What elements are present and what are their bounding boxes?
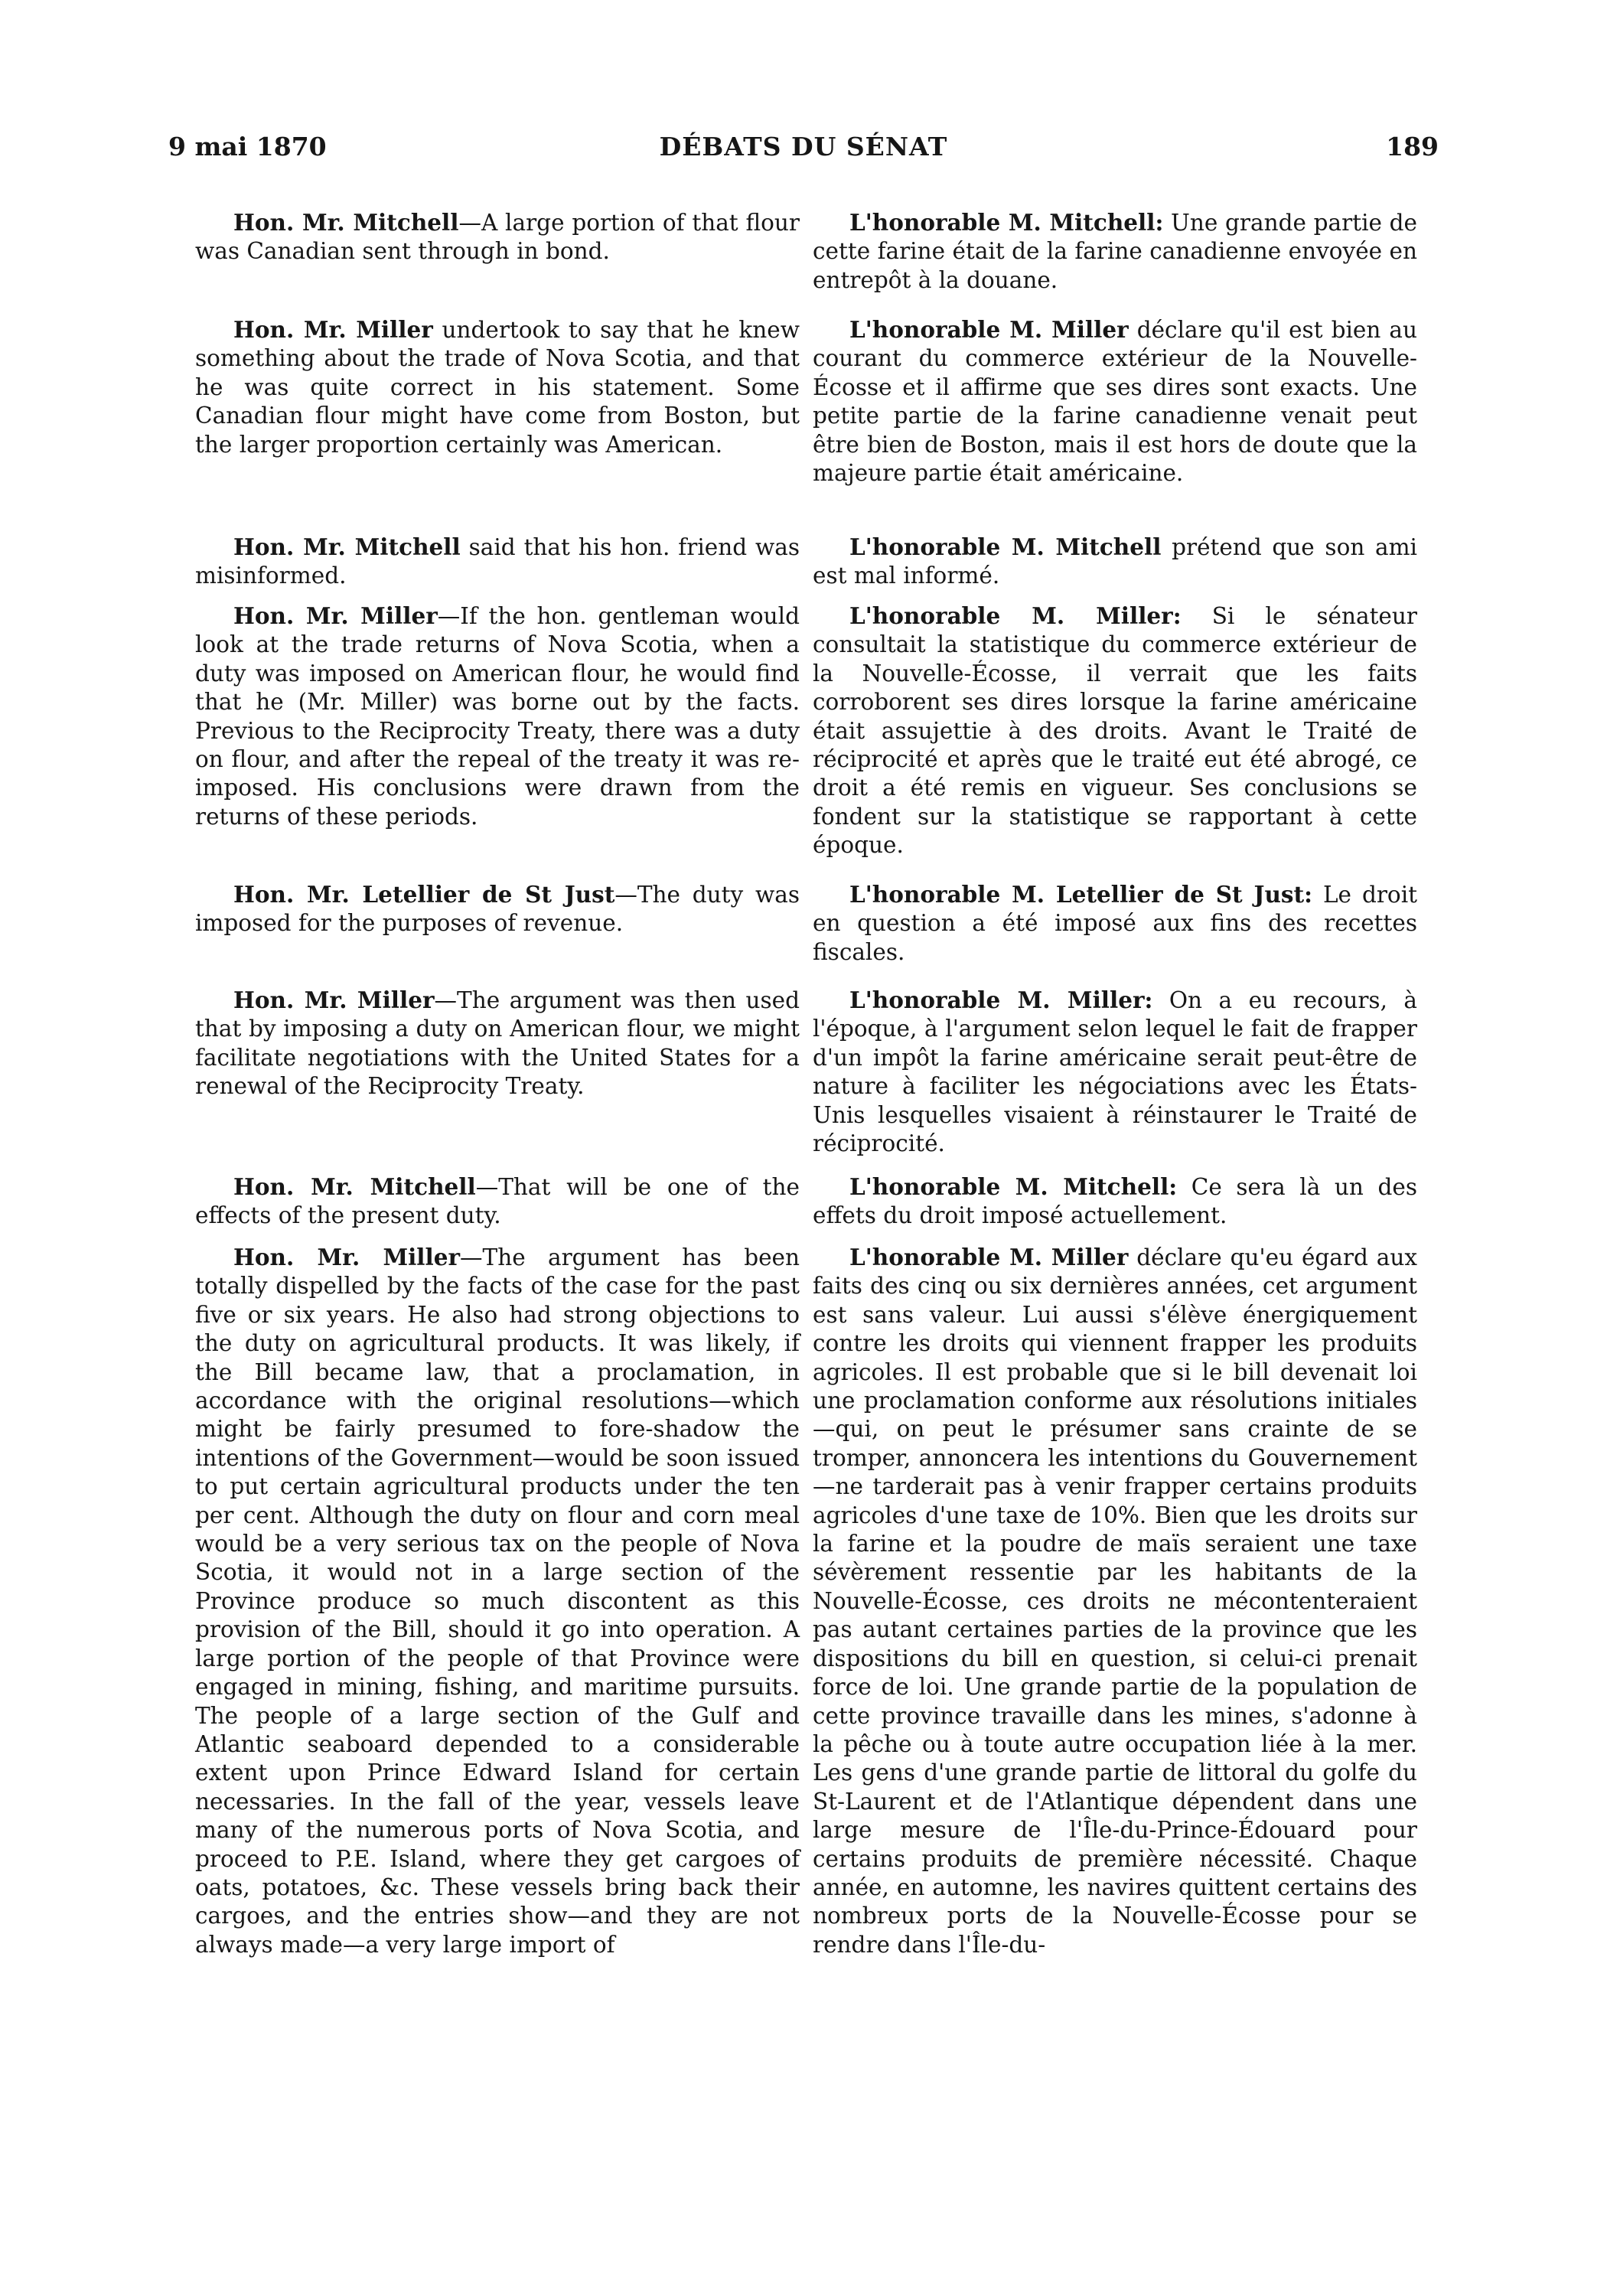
paragraph: [195, 986, 800, 1101]
speaker-name: Hon. Mr. Mitchell: [233, 1173, 476, 1200]
paragraph: [813, 602, 1417, 860]
paragraph-text: —The argument has been totally dispelled by the facts of the case for the past five or six years. He also had strong objections to the duty on agricultural products. It was likely, if the Bill became law, that a proclamation, in accordance with the original resolutions—which might be fairly presumed to fore-shadow the intentions of the Government—would be soon issued to put certain agricultural products under the ten per cent. Although the duty on flour and corn meal would be a very serious tax on the people of Nova Scotia, it would not in a large section of the Province produce so much discontent as this provision of the Bill, should it go into operation. A large portion of the people of that Province were engaged in mining, fishing, and maritime pursuits. The people of a large section of the Gulf and Atlantic seaboard depended to a considerable extent upon Prince Edward Island for certain necessaries. In the fall of the year, vessels leave many of the numerous ports of Nova Scotia, and proceed to P.E. Island, where they get cargoes of oats, potatoes, &c. These vessels bring back their cargoes, and the entries show—and they are not always made—a very large import of: [195, 1244, 800, 1958]
paragraph-text: Le droit en question a été imposé aux fins des recettes fiscales.: [813, 882, 1417, 965]
paragraph: [195, 880, 800, 938]
paragraph-text: —That will be one of the effects of the present duty.: [195, 1174, 800, 1229]
speaker-name: L'honorable M. Mitchell:: [849, 209, 1164, 236]
speaker-name: L'honorable M. Mitchell: [849, 533, 1162, 560]
paragraph: [195, 1243, 800, 1959]
paragraph-text: prétend que son ami est mal informé.: [813, 534, 1417, 589]
speaker-name: Hon. Mr. Mitchell: [233, 533, 461, 560]
paragraph: [195, 208, 800, 266]
paragraph-text: —If the hon. gentleman would look at the trade returns of Nova Scotia, when a duty was imposed on American flour, he would find that he (Mr. Miller) was borne out by the facts. Previous to the Reciprocity Treaty, there was a duty on flour, and after the repeal of the treaty it was re-imposed. His conclusions were drawn from the returns of these periods.: [195, 603, 800, 830]
header-title: DÉBATS DU SÉNAT: [659, 132, 948, 161]
paragraph-text: déclare qu'il est bien au courant du commerce extérieur de la Nouvelle-Écosse et il affirme que ses dires sont exacts. Une petite partie de la farine canadienne venait peut être bien de Boston, mais il est hors de doute que la majeure partie était américaine.: [813, 317, 1417, 487]
speaker-name: L'honorable M. Miller: [849, 1244, 1129, 1270]
paragraph-text: On a eu recours, à l'époque, à l'argument selon lequel le fait de frapper d'un impôt la farine américaine serait peut-être de nature à faciliter les négociations avec les États-Unis lesquelles visaient à réinstaurer le Traité de réciprocité.: [813, 987, 1417, 1157]
paragraph: [195, 1172, 800, 1231]
paragraph: [813, 986, 1417, 1158]
paragraph: [195, 602, 800, 831]
paragraph-text: Une grande partie de cette farine était de la farine canadienne envoyée en entrepôt à la douane.: [813, 210, 1417, 293]
paragraph: [813, 880, 1417, 967]
paragraph: [195, 533, 800, 591]
running-head: [168, 132, 1439, 170]
paragraph: [813, 315, 1417, 488]
speaker-name: L'honorable M. Miller:: [849, 987, 1153, 1013]
speaker-name: L'honorable M. Mitchell:: [849, 1173, 1178, 1200]
paragraph-text: —The duty was imposed for the purposes of revenue.: [195, 882, 800, 937]
speaker-name: Hon. Mr. Miller: [233, 316, 433, 343]
speaker-name: L'honorable M. Letellier de St Just:: [849, 881, 1313, 908]
paragraph-text: —The argument was then used that by imposing a duty on American flour, we might facilitate negotiations with the United States for a renewal of the Reciprocity Treaty.: [195, 987, 800, 1100]
paragraph: [813, 533, 1417, 591]
speaker-name: Hon. Mr. Letellier de St Just: [233, 881, 615, 908]
paragraph-text: déclare qu'eu égard aux faits des cinq ou six dernières années, cet argument est sans valeur. Lui aussi s'élève énergiquement contre les droits qui viennent frapper les produits agricoles. Il est probable que si le bill devenait loi une proclamation conforme aux résolutions initiales—qui, on peut le présumer sans crainte de se tromper, annoncera les intentions du Gouvernement—ne tarderait pas à venir frapper certains produits agricoles d'une taxe de 10%. Bien que les droits sur la farine et la poudre de maïs seraient une taxe sévèrement ressentie par les habitants de la Nouvelle-Écosse, ces droits ne mécontenteraient pas autant certaines parties de la province que les dispositions du bill en question, si celui-ci prenait force de loi. Une grande partie de la population de cette province travaille dans les mines, s'adonne à la pêche ou à toute autre occupation liée à la mer. Les gens d'une grande partie de littoral du golfe du St-Laurent et de l'Atlantique dépendent dans une large mesure de l'Île-du-Prince-Édouard pour certains produits de première nécessité. Chaque année, en automne, les navires quittent certains des nombreux ports de la Nouvelle-Écosse pour se rendre dans l'Île-du-: [813, 1244, 1417, 1958]
paragraph: [813, 208, 1417, 295]
header-date: 9 mai 1870: [168, 132, 327, 161]
speaker-name: Hon. Mr. Miller: [233, 602, 438, 629]
paragraph: [813, 1243, 1417, 1959]
speaker-name: L'honorable M. Miller: [849, 316, 1129, 343]
paragraph-text: —A large portion of that flour was Canadian sent through in bond.: [195, 210, 800, 265]
page-number: 189: [1386, 132, 1439, 161]
paragraph-text: undertook to say that he knew something about the trade of Nova Scotia, and that he was quite correct in his statement. Some Canadian flour might have come from Boston, but the larger proportion certainly was American.: [195, 317, 800, 458]
paragraph-text: said that his hon. friend was misinformed.: [195, 534, 800, 589]
paragraph-text: Si le sénateur consultait la statistique du commerce extérieur de la Nouvelle-Écosse, il verrait que les faits corroborent ses dires lorsque la farine américaine était assujettie à des droits. Avant le Traité de réciprocité et après que le traité eut été abrogé, ce droit a été remis en vigueur. Ses conclusions se fondent sur la statistique se rapportant à cette époque.: [813, 603, 1417, 859]
speaker-name: Hon. Mr. Mitchell: [233, 209, 459, 236]
speaker-name: L'honorable M. Miller:: [849, 602, 1182, 629]
paragraph: [813, 1172, 1417, 1231]
speaker-name: Hon. Mr. Miller: [233, 1244, 461, 1270]
paragraph: [195, 315, 800, 459]
speaker-name: Hon. Mr. Miller: [233, 987, 435, 1013]
paragraph-text: Ce sera là un des effets du droit imposé actuellement.: [813, 1174, 1417, 1229]
